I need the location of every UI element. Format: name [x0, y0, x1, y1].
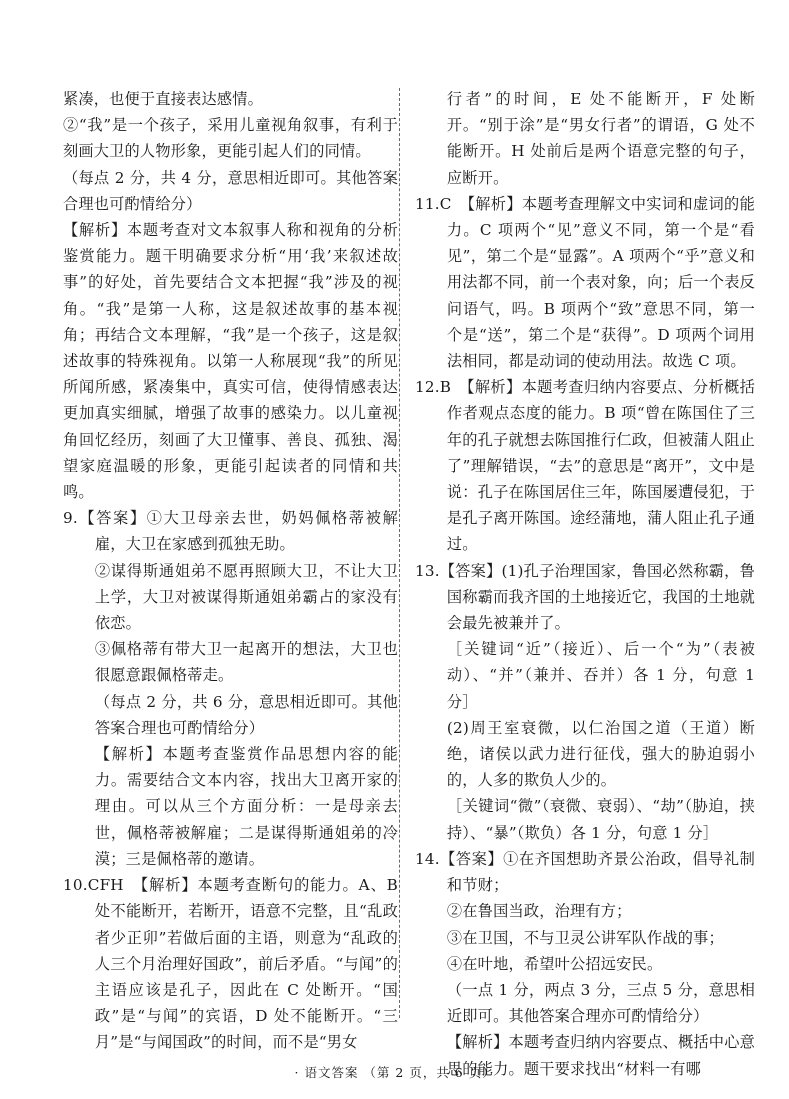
right-paragraph: ［关键词“近”（接近）、后一个“为”（表被动）、“并”（兼并、吞并）各 1 分，句意 1 分］	[446, 640, 755, 711]
left-paragraph: 10.CFH 【解析】本题考查断句的能力。A、B处不能断开，若断开，语意不完整，且“乱政者少正卯”若做后面的主语，则意为“乱政的人三个月治理好国政”，前后矛盾。“与闻”的主语应该是孔子，因此在 C 处断开。“国政”是“与闻”的宾语，D 处不能断开。“三月”是“与闻国政”的时间，而不是“男女	[63, 876, 398, 1052]
right-paragraph: 11.C 【解析】本题考查理解文中实词和虚词的能力。C 项两个“见”意义不同，第一个是“看见”，第二个是“显露”。A 项两个“乎”意义和用法都不同，前一个表对象，向；后一个表反问语气，吗。B 项两个“致”意思不同，第一个是“送”，第二个是“获得”。D 项两个词用法相同，都是动词的使动用法。故选 C 项。	[415, 194, 755, 371]
right-paragraph: 【解析】本题考查归纳内容要点、概括中心意思的能力。题干要求找出“材料一有哪	[446, 1033, 755, 1078]
left-paragraph: 【解析】本题考查鉴赏作品思想内容的能力。需要结合文本内容，找出大卫离开家的理由。可以从三个方面分析：一是母亲去世，佩格蒂被解雇；二是谋得斯通姐弟的冷漠；三是佩格蒂的邀请。	[94, 745, 398, 868]
left-paragraph: （每点 2 分，共 6 分，意思相近即可。其他答案合理也可酌情给分）	[94, 692, 398, 737]
right-paragraph: (2)周王室衰微，以仁治国之道（王道）断绝，诸侯以武力进行征伐，强大的胁迫弱小的，人多的欺负人少的。	[446, 718, 755, 790]
right-paragraph: 12.B 【解析】本题考查归纳内容要点、分析概括作者观点态度的能力。B 项“曾在陈国住了三年的孔子就想去陈国推行仁政，但被蒲人阻止了”理解错误，“去”的意思是“离开”，文中是说：孔子在陈国居住三年，陈国屡遭侵犯，于是孔子离开陈国。途经蒲地，蒲人阻止孔子通过。	[415, 378, 755, 554]
left-paragraph: ②“我”是一个孩子，采用儿童视角叙事，有利于刻画大卫的人物形象，更能引起人们的同情。	[63, 116, 398, 161]
left-column	[63, 86, 398, 1056]
right-paragraph: 行者”的时间，E 处不能断开，F 处断开。“别于涂”是“男女行者”的谓语，G 处不能断开。H 处前后是两个语意完整的句子，应断开。	[446, 90, 755, 187]
right-paragraph: 13.【答案】(1)孔子治理国家，鲁国必然称霸，鲁国称霸而我齐国的土地接近它，我国的土地就会最先被兼并了。	[415, 561, 755, 633]
right-paragraph: ［关键词“微”（衰微、衰弱）、“劫”（胁迫，挟持）、“暴”（欺负）各 1 分，句意 1 分］	[446, 797, 755, 842]
right-paragraph: ②在鲁国当政，治理有方；	[446, 902, 632, 921]
left-paragraph: 9.【答案】①大卫母亲去世，奶妈佩格蒂被解雇，大卫在家感到孤独无助。	[63, 509, 398, 554]
page-footer: · 语文答案 （第 2 页，共 6 页）·	[294, 1065, 495, 1080]
right-paragraph: ④在叶地，希望叶公招远安民。	[446, 954, 663, 973]
right-paragraph: 14.【答案】①在齐国想助齐景公治政，倡导礼制和节财；	[415, 849, 755, 895]
right-paragraph: ③在卫国，不与卫灵公讲军队作战的事；	[446, 928, 724, 947]
left-paragraph: （每点 2 分，共 4 分，意思相近即可。其他答案合理也可酌情给分）	[63, 168, 398, 213]
right-paragraph: （一点 1 分，两点 3 分，三点 5 分，意思相近即可。其他答案合理亦可酌情给分）	[446, 980, 755, 1026]
left-paragraph: 紧凑，也便于直接表达感情。	[63, 90, 264, 108]
left-paragraph: 【解析】本题考查对文本叙事人称和视角的分析鉴赏能力。题干明确要求分析“用‘我’来叙述故事”的好处，首先要结合文本把握“我”涉及的视角。“我”是第一人称，这是叙述故事的基本视角；再结合文本理解，“我”是一个孩子，这是叙述故事的特殊视角。以第一人称展现“我”的所见所闻所感，紧凑集中，真实可信，使得情感表达更加真实细腻，增强了故事的感染力。以儿童视角回忆经历，刻画了大卫懂事、善良、孤独、渴望家庭温暖的形象，更能引起读者的同情和共鸣。	[63, 221, 398, 502]
right-column	[415, 86, 755, 1082]
left-paragraph: ②谋得斯通姐弟不愿再照顾大卫，不让大卫上学，大卫对被谋得斯通姐弟霸占的家没有依恋。	[94, 561, 398, 633]
column-divider	[399, 88, 400, 1018]
left-paragraph: ③佩格蒂有带大卫一起离开的想法，大卫也很愿意跟佩格蒂走。	[94, 640, 398, 685]
